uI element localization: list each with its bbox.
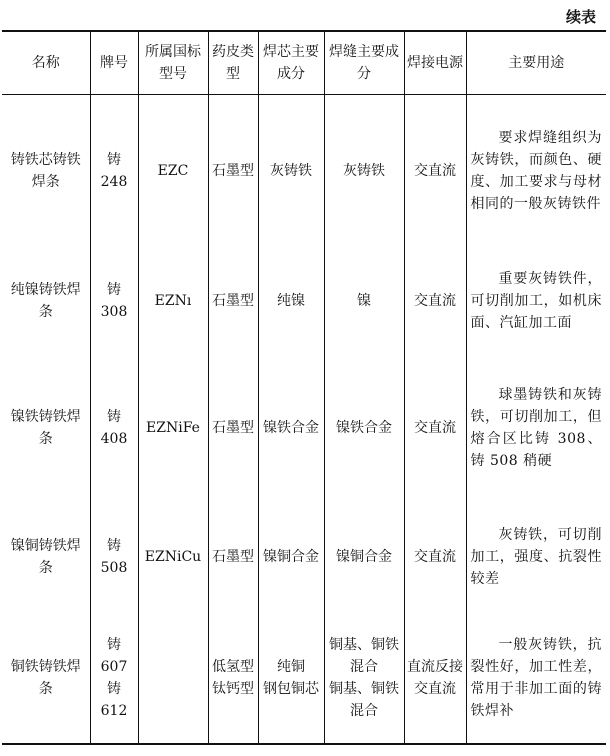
header-coating: 药皮类型 xyxy=(208,31,258,95)
cell-coating xyxy=(208,613,258,744)
coating-line: 钛钙型 xyxy=(212,681,254,697)
cell-use: 重要灰铸铁件，可切削加工，如机床面、汽缸加工面 xyxy=(466,247,606,355)
cell-power: 交直流 xyxy=(404,247,466,355)
coating-line: 低氢型 xyxy=(212,659,254,675)
cell-standard: EZC xyxy=(138,95,208,248)
header-name: 名称 xyxy=(2,31,90,95)
cell-core: 镍铁合金 xyxy=(258,355,324,501)
cell-coating: 石墨型 xyxy=(208,247,258,355)
table-row xyxy=(2,247,606,355)
continued-label: 续表 xyxy=(565,8,596,26)
header-standard: 所属国标型号 xyxy=(138,31,208,95)
cell-name: 铸铁芯铸铁焊条 xyxy=(2,95,90,248)
cell-core: 灰铸铁 xyxy=(258,95,324,248)
table-row xyxy=(2,501,606,613)
cell-use: 要求焊缝组织为灰铸铁，而颜色、硬度、加工要求与母材相同的一般灰铸铁件 xyxy=(466,95,606,248)
cell-power: 交直流 xyxy=(404,501,466,613)
cell-grade: 铸 308 xyxy=(90,247,138,355)
weld-line: 混合 xyxy=(350,659,378,675)
header-power: 焊接电源 xyxy=(404,31,466,95)
cell-name: 镍铜铸铁焊条 xyxy=(2,501,90,613)
cell-grade: 铸 508 xyxy=(90,501,138,613)
cell-weld: 镍 xyxy=(324,247,404,355)
cell-name: 纯镍铸铁焊条 xyxy=(2,247,90,355)
cell-standard: EZNiCu xyxy=(138,501,208,613)
header-core: 焊芯主要成分 xyxy=(258,31,324,95)
cell-name: 铜铁铸铁焊条 xyxy=(2,613,90,744)
cell-standard: EZNiFe xyxy=(138,355,208,501)
grade-line: 铸 607 xyxy=(100,637,128,675)
cell-use: 灰铸铁，可切削加工，强度、抗裂性较差 xyxy=(466,501,606,613)
cell-use: 一般灰铸铁，抗裂性好，加工性差，常用于非加工面的铸铁焊补 xyxy=(466,613,606,744)
weld-line: 铜基、铜铁 xyxy=(329,637,399,653)
cell-use: 球墨铸铁和灰铸铁，可切削加工，但熔合区比铸 308、铸 508 稍硬 xyxy=(466,355,606,501)
cell-grade: 铸 408 xyxy=(90,355,138,501)
cell-core: 纯镍 xyxy=(258,247,324,355)
cell-grade: 铸 248 xyxy=(90,95,138,248)
header-weld: 焊缝主要成分 xyxy=(324,31,404,95)
cell-weld: 镍铜合金 xyxy=(324,501,404,613)
cell-coating: 石墨型 xyxy=(208,355,258,501)
cell-power: 交直流 xyxy=(404,95,466,248)
grade-line: 铸 612 xyxy=(100,681,128,719)
cell-power: 交直流 xyxy=(404,355,466,501)
table-row xyxy=(2,613,606,744)
header-row xyxy=(2,31,606,95)
cell-grade xyxy=(90,613,138,744)
cell-core: 镍铜合金 xyxy=(258,501,324,613)
cell-coating: 石墨型 xyxy=(208,95,258,248)
header-grade: 牌号 xyxy=(90,31,138,95)
table-row xyxy=(2,355,606,501)
electrode-table xyxy=(2,30,606,745)
cell-name: 镍铁铸铁焊条 xyxy=(2,355,90,501)
weld-line: 混合 xyxy=(350,703,378,719)
core-line: 钢包铜芯 xyxy=(263,681,319,697)
cell-core xyxy=(258,613,324,744)
cell-power xyxy=(404,613,466,744)
table-row xyxy=(2,95,606,248)
cell-standard: EZNı xyxy=(138,247,208,355)
weld-line: 铜基、铜铁 xyxy=(329,681,399,697)
cell-coating: 石墨型 xyxy=(208,501,258,613)
power-line: 交直流 xyxy=(414,681,456,697)
cell-weld xyxy=(324,613,404,744)
header-use: 主要用途 xyxy=(466,31,606,95)
cell-standard xyxy=(138,613,208,744)
power-line: 直流反接 xyxy=(407,659,463,675)
cell-weld: 镍铁合金 xyxy=(324,355,404,501)
cell-weld: 灰铸铁 xyxy=(324,95,404,248)
core-line: 纯铜 xyxy=(277,659,305,675)
